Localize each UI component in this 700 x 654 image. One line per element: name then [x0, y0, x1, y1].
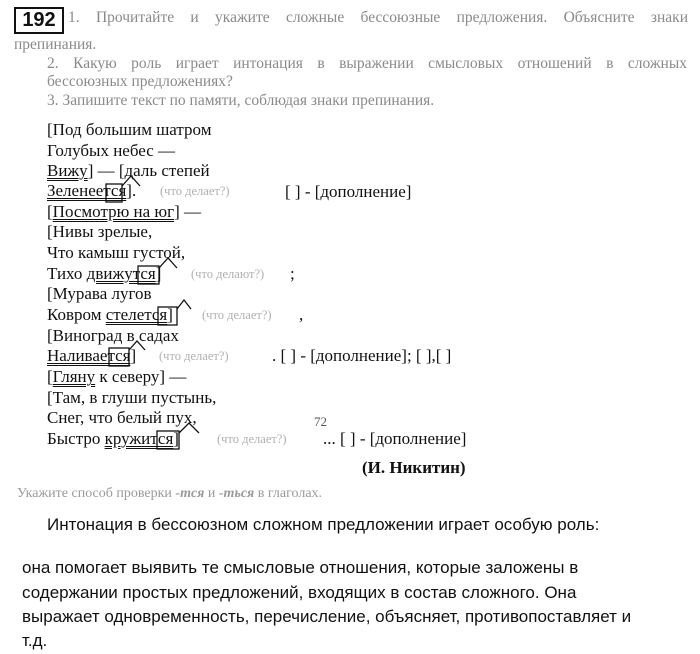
task-item-1: 1. Прочитайте и укажите сложные бессоюзные предложения. Объясните знаки [68, 9, 688, 26]
answer-line: т.д. [22, 631, 48, 650]
check-instruction [17, 486, 322, 502]
poem-line: Что камыш густой, [47, 243, 186, 262]
poem-text: ] [173, 429, 179, 448]
poem-line: [Там, в глуши пустынь, [47, 388, 217, 407]
poem-text: ] — [даль степей [87, 161, 210, 180]
scheme-annotation: ... [ ] - [дополнение] [323, 429, 467, 448]
check-text: Укажите способ проверки [17, 486, 176, 501]
scheme-annotation: [ ] - [дополнение] [285, 182, 412, 201]
predicate-word: Зеленеется [47, 181, 127, 200]
answer-line: содержании простых предложений, входящих в состав сложного. Она [22, 583, 577, 602]
poem-text: ] — [174, 202, 202, 221]
question-hint: (что делает?) [159, 349, 229, 363]
predicate-word: Наливается [47, 346, 131, 365]
task-item-3: 3. Запишите текст по памяти, соблюдая знаки препинания. [47, 92, 435, 109]
poem-line: [Под большим шатром [47, 120, 212, 139]
poem-text: Тихо [47, 264, 87, 283]
answer-line: выражает одновременность, перечисление, объясняет, противопоставляет и [22, 607, 632, 626]
answer-intro: Интонация в бессоюзном сложном предложении играет особую роль: [47, 515, 600, 534]
task-item-2-cont: бессоюзных предложениях? [47, 73, 233, 90]
poem-text: [ [47, 367, 53, 386]
check-ending: -ться [218, 486, 255, 501]
poem-line: [Виноград в садах [47, 326, 179, 345]
predicate-word: Вижу [47, 161, 88, 180]
question-hint: (что делает?) [217, 432, 287, 446]
poem-line: Снег, что белый пух, [47, 408, 197, 427]
check-ending: -тся [175, 486, 205, 501]
predicate-word: стелется [105, 305, 168, 324]
predicate-word: кружится [104, 429, 174, 448]
suffix-cap-mark [122, 176, 202, 433]
predicate-word: движутся [86, 264, 156, 283]
check-text: в глаголах. [254, 486, 323, 501]
poem-text: ; [290, 264, 295, 283]
question-hint: (что делает?) [160, 184, 230, 198]
poem-text: ] [155, 264, 162, 283]
question-hint: (что делают?) [191, 267, 265, 281]
scheme-annotation: . [ ] - [дополнение]; [ ],[ ] [272, 346, 452, 365]
poem-text: , [299, 305, 304, 324]
page-number: 72 [314, 414, 327, 429]
predicate-word: Посмотрю на юг [52, 202, 175, 221]
check-text: и [204, 486, 219, 501]
poem-text: к северу] — [95, 367, 187, 386]
task-item-1-cont: препинания. [14, 36, 97, 53]
predicate-word: Гляну [52, 367, 96, 386]
task-number: 192 [14, 7, 64, 34]
poem-line: [Нивы зрелые, [47, 222, 153, 241]
task-item-2: 2. Какую роль играет интонация в выражении смысловых отношений в сложных [47, 55, 687, 72]
poem-text: ] [130, 346, 137, 365]
poem-line: [Мурава лугов [47, 284, 152, 303]
poem-line: Голубых небес — [47, 141, 176, 160]
author-attribution: (И. Никитин) [362, 458, 466, 477]
poem-text: ]. [126, 181, 137, 200]
poem-text: ] [167, 305, 173, 324]
poem-text: Ковром [47, 305, 106, 324]
poem-text: Быстро [47, 429, 105, 448]
answer-line: она помогает выявить те смысловые отношения, которые заложены в [22, 558, 579, 577]
question-hint: (что делает?) [202, 308, 272, 322]
ending-box-mark [106, 184, 179, 449]
poem-text: [ [47, 202, 53, 221]
